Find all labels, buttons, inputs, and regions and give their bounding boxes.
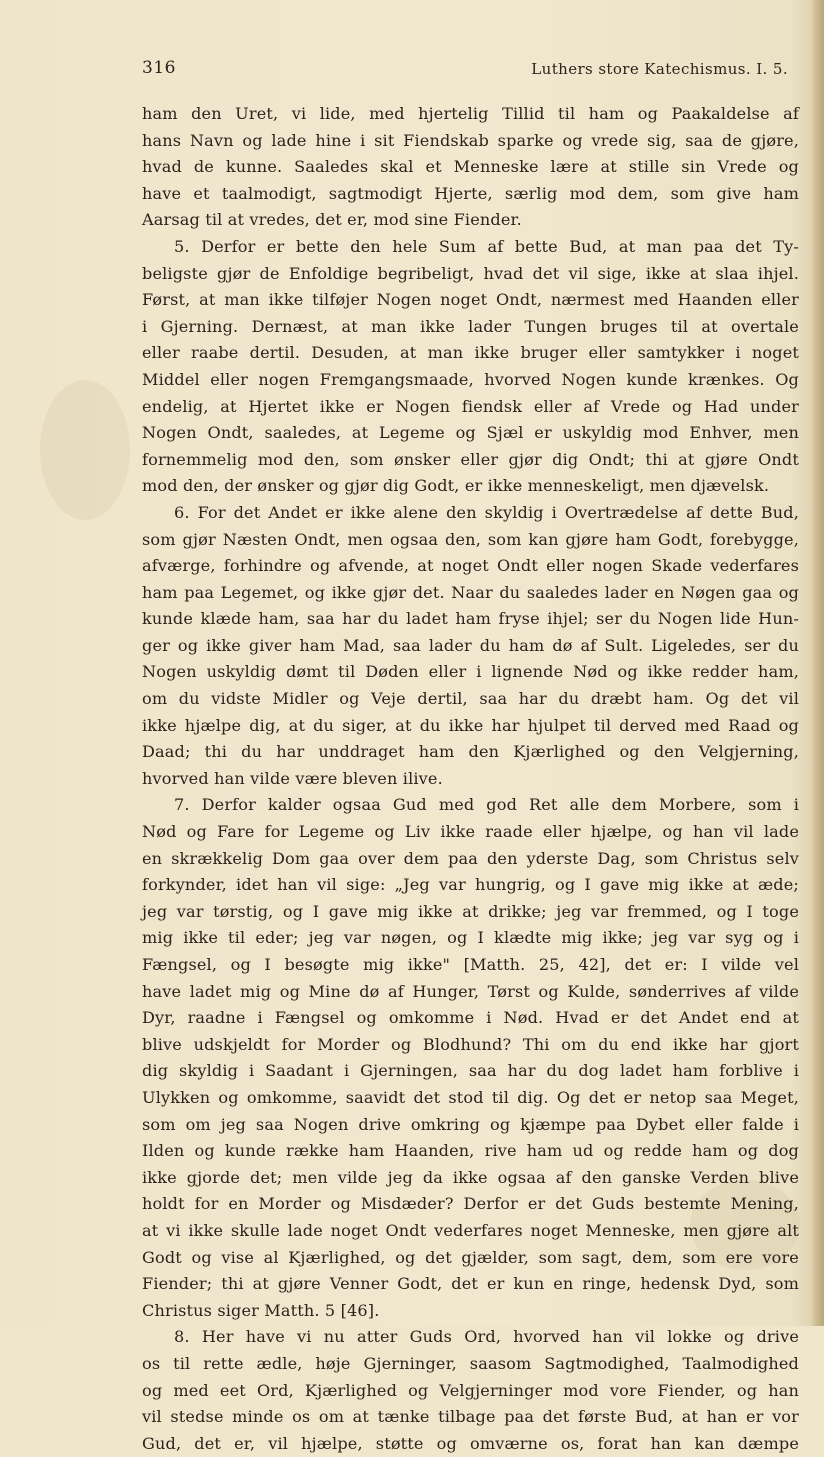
text-line: 7. Derfor kalder ogsaa Gud med god Ret alle dem Morbere, som i [174, 795, 799, 815]
text-line: ikke hjælpe dig, at du siger, at du ikke har hjulpet til derved med Raad og [142, 715, 799, 735]
text-line: Godt og vise al Kjærlighed, og det gjælder, som sagt, dem, som ere vore [142, 1247, 799, 1267]
text-line: forkynder, idet han vil sige: „Jeg var hungrig, og I gave mig ikke at æde; [142, 875, 799, 895]
text-line: beligste gjør de Enfoldige begribeligt, hvad det vil sige, ikke at slaa ihjel. [142, 263, 799, 283]
text-line: som gjør Næsten Ondt, men ogsaa den, som kan gjøre ham Godt, forebygge, [142, 529, 799, 549]
text-line: Daad; thi du har unddraget ham den Kjærlighed og den Velgjerning, [142, 742, 799, 762]
text-line: ham paa Legemet, og ikke gjør det. Naar du saaledes lader en Nøgen gaa og [142, 582, 799, 602]
text-line: fornemmelig mod den, som ønsker eller gjør dig Ondt; thi at gjøre Ondt [142, 449, 799, 469]
text-line: 5. Derfor er bette den hele Sum af bette Bud, at man paa det Ty- [174, 236, 799, 256]
text-line: have ladet mig og Mine dø af Hunger, Tørst og Kulde, sønderrives af vilde [142, 981, 799, 1001]
text-line: Nogen Ondt, saaledes, at Legeme og Sjæl er uskyldig mod Enhver, men [142, 423, 799, 443]
text-line: Ilden og kunde række ham Haanden, rive ham ud og redde ham og dog [142, 1141, 799, 1161]
text-line: hans Navn og lade hine i sit Fiendskab sparke og vrede sig, saa de gjøre, [142, 130, 799, 150]
text-line: kunde klæde ham, saa har du ladet ham fryse ihjel; ser du Nogen lide Hun- [142, 609, 799, 629]
text-line: ikke gjorde det; men vilde jeg da ikke ogsaa af den ganske Verden blive [142, 1167, 799, 1187]
text-line: Først, at man ikke tilføjer Nogen noget Ondt, nærmest med Haanden eller [142, 290, 799, 310]
text-line: Ulykken og omkomme, saavidt det stod til dig. Og det er netop saa Meget, [142, 1087, 799, 1107]
text-line: Middel eller nogen Fremgangsmaade, hvorved Nogen kunde krænkes. Og [142, 369, 799, 389]
page-edge [810, 0, 824, 1326]
text-line: hvorved han vilde være bleven ilive. [142, 768, 443, 788]
text-line: at vi ikke skulle lade noget Ondt vederfares noget Menneske, men gjøre alt [142, 1220, 799, 1240]
text-line: blive udskjeldt for Morder og Blodhund? Thi om du end ikke har gjort [142, 1034, 799, 1054]
text-line: om du vidste Midler og Veje dertil, saa har du dræbt ham. Og det vil [142, 689, 799, 709]
body-text [142, 101, 799, 1457]
text-line: ham den Uret, vi lide, med hjertelig Tillid til ham og Paakaldelse af [142, 104, 799, 123]
text-line: afværge, forhindre og afvende, at noget Ondt eller nogen Skade vederfares [142, 556, 799, 576]
text-line: og med eet Ord, Kjærlighed og Velgjerninger mod vore Fiender, og han [142, 1380, 799, 1400]
text-line: mig ikke til eder; jeg var nøgen, og I klædte mig ikke; jeg var syg og i [142, 928, 799, 948]
text-line: hvad de kunne. Saaledes skal et Menneske lære at stille sin Vrede og [142, 157, 799, 177]
page-header [142, 58, 804, 86]
text-line: Christus siger Matth. 5 [46]. [142, 1300, 380, 1320]
text-line: ger og ikke giver ham Mad, saa lader du ham dø af Sult. Ligeledes, ser du [142, 635, 799, 655]
text-line: os til rette ædle, høje Gjerninger, saasom Sagtmodighed, Taalmodighed [142, 1353, 799, 1373]
text-line: Fiender; thi at gjøre Venner Godt, det er kun en ringe, hedensk Dyd, som [142, 1274, 799, 1294]
page-number: 316 [142, 58, 176, 78]
running-head: Luthers store Katechismus. I. 5. [531, 60, 788, 78]
text-line: vil stedse minde os om at tænke tilbage paa det første Bud, at han er vor [142, 1407, 799, 1427]
text-line: dig skyldig i Saadant i Gjerningen, saa har du dog ladet ham forblive i [142, 1061, 799, 1081]
text-line: Aarsag til at vredes, det er, mod sine Fiender. [142, 210, 522, 230]
text-line: holdt for en Morder og Misdæder? Derfor er det Guds bestemte Mening, [142, 1194, 799, 1214]
text-line: have et taalmodigt, sagtmodigt Hjerte, særlig mod dem, som give ham [142, 183, 799, 203]
text-line: Dyr, raadne i Fængsel og omkomme i Nød. Hvad er det Andet end at [142, 1008, 799, 1028]
paper-stain [40, 380, 130, 520]
text-line: i Gjerning. Dernæst, at man ikke lader Tungen bruges til at overtale [142, 316, 799, 336]
text-line: jeg var tørstig, og I gave mig ikke at drikke; jeg var fremmed, og I toge [142, 901, 799, 921]
text-line: Gud, det er, vil hjælpe, støtte og omværne os, forat han kan dæmpe [142, 1433, 799, 1453]
text-line: eller raabe dertil. Desuden, at man ikke bruger eller samtykker i noget [142, 343, 799, 363]
text-line: Nød og Fare for Legeme og Liv ikke raade eller hjælpe, og han vil lade [142, 822, 799, 842]
text-line: 6. For det Andet er ikke alene den skyldig i Overtrædelse af dette Bud, [174, 502, 799, 522]
text-line: 8. Her have vi nu atter Guds Ord, hvorved han vil lokke og drive [174, 1327, 799, 1347]
text-line: Nogen uskyldig dømt til Døden eller i lignende Nød og ikke redder ham, [142, 662, 799, 682]
text-line: Fængsel, og I besøgte mig ikke" [Matth. 25, 42], det er: I vilde vel [142, 955, 799, 974]
text-line: en skrækkelig Dom gaa over dem paa den yderste Dag, som Christus selv [142, 848, 799, 868]
text-line: endelig, at Hjertet ikke er Nogen fiendsk eller af Vrede og Had under [142, 396, 799, 416]
text-line: som om jeg saa Nogen drive omkring og kjæmpe paa Dybet eller falde i [142, 1114, 799, 1134]
text-line: mod den, der ønsker og gjør dig Godt, er ikke menneskeligt, men djævelsk. [142, 476, 770, 496]
